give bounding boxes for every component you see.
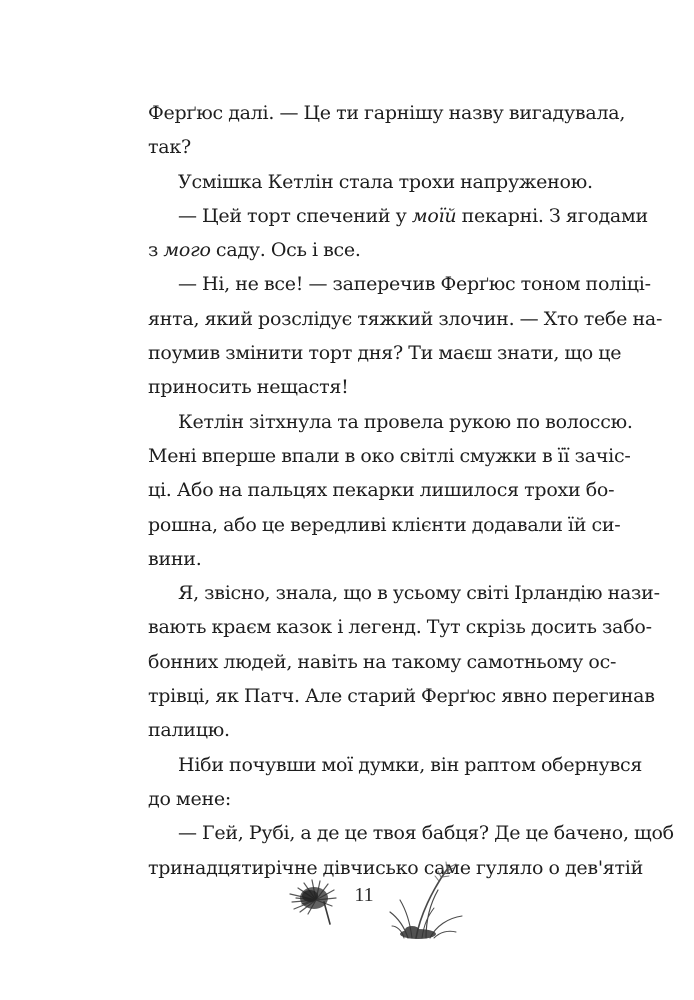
text-line: приносить нещастя! [148, 376, 349, 399]
text-line: — Цей торт спечений у моїй пекарні. З ягодами [178, 204, 648, 227]
text-line: вають краєм казок і легенд. Тут скрізь досить забо- [148, 616, 652, 639]
text-line: — Ні, не все! — заперечив Ферґюс тоном поліці- [178, 273, 651, 296]
text-line: так? [148, 136, 191, 159]
text-line: вини. [148, 547, 202, 570]
text-line: з мого саду. Ось і все. [148, 239, 361, 262]
dandelion-icon [286, 876, 344, 926]
text-line: бонних людей, навіть на такому самотньому ос- [148, 650, 617, 673]
grass-tuft-icon [386, 860, 476, 940]
text-line: Я, звісно, знала, що в усьому світі Ірландію нази- [178, 582, 660, 605]
text-line: — Гей, Рубі, а де це твоя бабця? Де це бачено, щоб [178, 822, 674, 845]
text-line: Мені вперше впали в око світлі смужки в її зачіс- [148, 444, 631, 467]
text-line: Усмішка Кетлін стала трохи напруженою. [178, 170, 593, 193]
text-line: Ферґюс далі. — Це ти гарнішу назву вигадувала, [148, 102, 626, 124]
text-line: рошна, або це вередливі клієнти додавали їй си- [148, 513, 621, 536]
page-number: 11 [354, 884, 374, 906]
text-line: Кетлін зітхнула та провела рукою по волоссю. [178, 410, 633, 433]
text-line: янта, який розслідує тяжкий злочин. — Хто тебе на- [148, 307, 663, 330]
text-line: поумив змінити торт дня? Ти маєш знати, що це [148, 342, 622, 365]
page-footer [0, 860, 694, 940]
text-line: трівці, як Патч. Але старий Ферґюс явно перегинав [148, 685, 655, 708]
text-line: ці. Або на пальцях пекарки лишилося трохи бо- [148, 479, 615, 502]
text-line: Ніби почувши мої думки, він раптом обернувся [178, 753, 643, 776]
book-page-body [148, 96, 674, 885]
text-line: палицю. [148, 719, 230, 742]
text-line: тринадцятирічне дівчисько саме гуляло о дев'ятій [148, 856, 644, 879]
text-line: до мене: [148, 787, 232, 810]
